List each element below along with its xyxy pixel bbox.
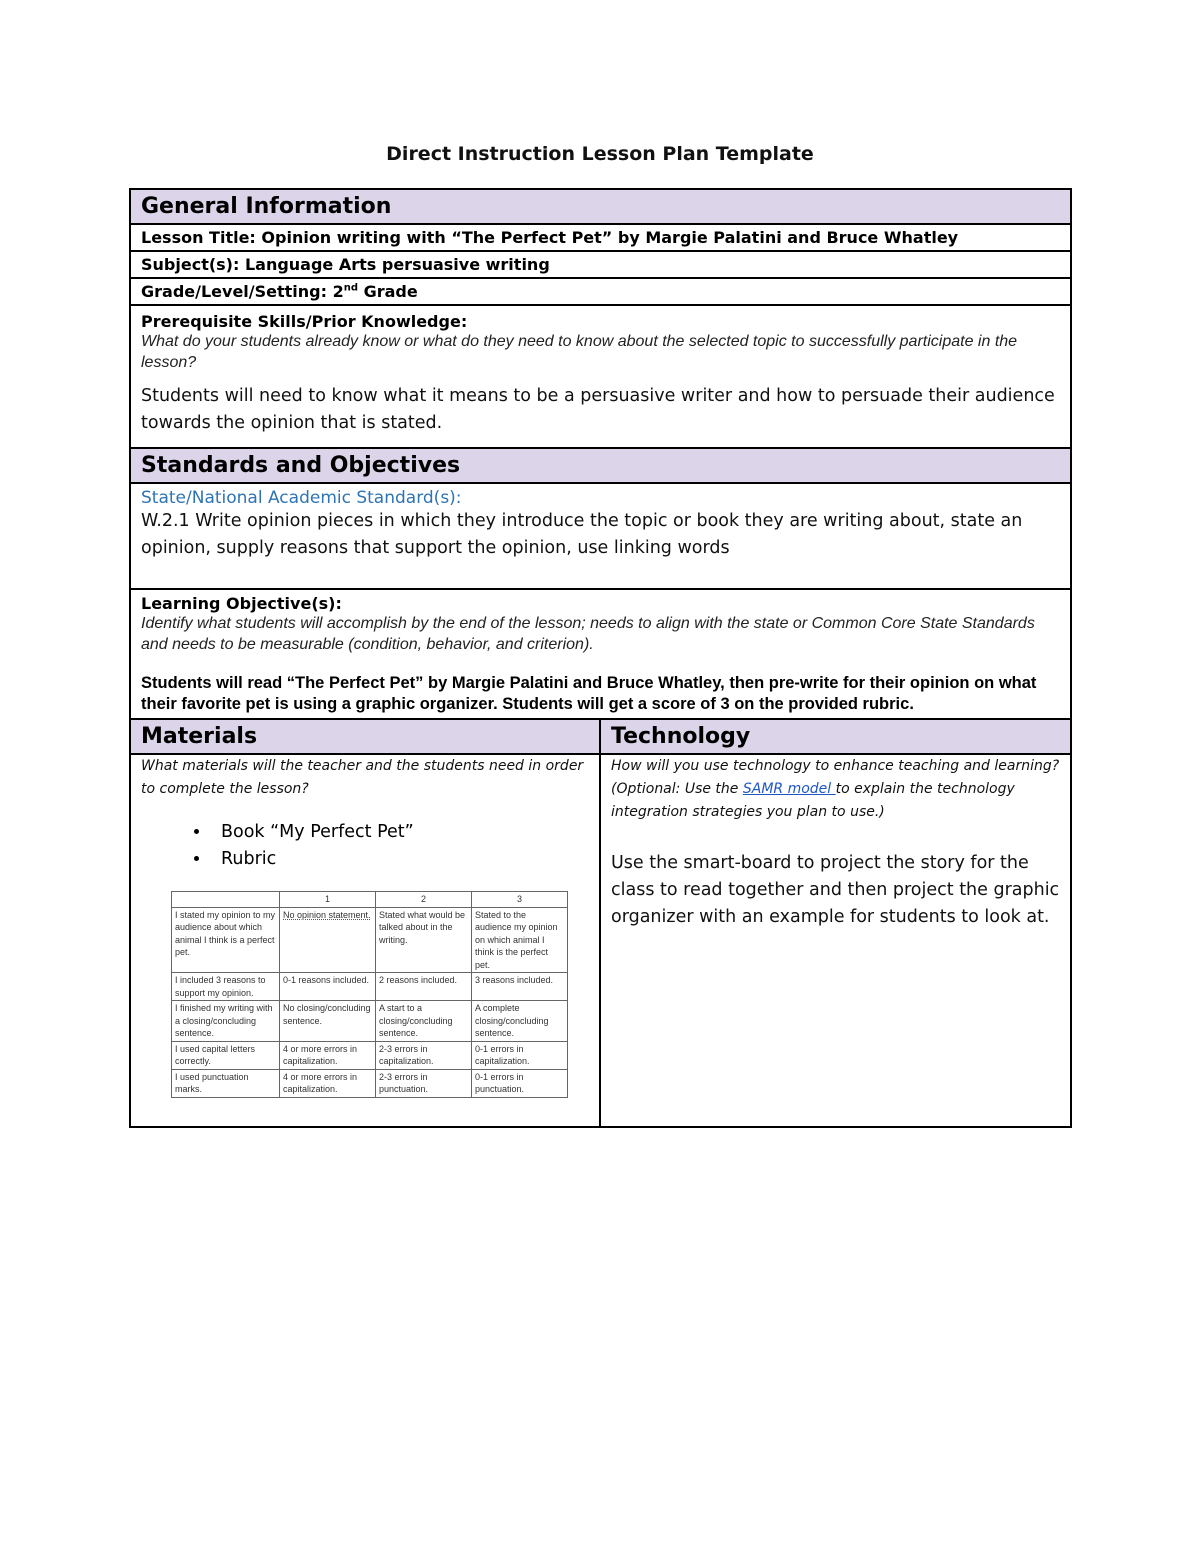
- rubric-criterion: I included 3 reasons to support my opinion.: [172, 973, 280, 1001]
- rubric-criterion: I stated my opinion to my audience about which animal I think is a perfect pet.: [172, 907, 280, 973]
- table-row: [172, 1001, 568, 1042]
- rubric-header-cell: 1: [280, 892, 376, 908]
- samr-model-link[interactable]: SAMR model: [742, 781, 836, 797]
- grade-suffix: Grade: [358, 282, 418, 301]
- rubric-header-cell: 2: [376, 892, 472, 908]
- rubric-header-row: [172, 892, 568, 908]
- section-heading-technology: Technology: [600, 719, 1071, 754]
- standard-text: W.2.1 Write opinion pieces in which they introduce the topic or book they are writing about, state an opinion, supply reasons that support the opinion, use linking words: [141, 511, 1023, 558]
- rubric-cell: 0-1 errors in punctuation.: [472, 1069, 568, 1097]
- section-heading-materials: Materials: [130, 719, 600, 754]
- rubric-criterion: I finished my writing with a closing/concluding sentence.: [172, 1001, 280, 1042]
- list-item: • Rubric: [211, 846, 589, 873]
- section-heading-general-information: General Information: [130, 189, 1071, 224]
- rubric-cell: Stated to the audience my opinion on which animal I think is the perfect pet.: [472, 907, 568, 973]
- objectives-cell: [130, 589, 1071, 719]
- rubric-cell: 2 reasons included.: [376, 973, 472, 1001]
- prerequisite-label: Prerequisite Skills/Prior Knowledge:: [141, 312, 468, 331]
- technology-prompt-end: to explain the technology integration strategies you plan to use.): [611, 781, 1015, 820]
- general-information-header-row: [130, 189, 1071, 224]
- table-row: [172, 1069, 568, 1097]
- prerequisite-answer: Students will need to know what it means to be a persuasive writer and how to persuade their audience towards the opinion that is stated.: [141, 386, 1055, 433]
- table-row: [172, 1041, 568, 1069]
- rubric-header-cell: 3: [472, 892, 568, 908]
- objective-answer: Students will read “The Perfect Pet” by Margie Palatini and Bruce Whatley, then pre-write for their opinion on what their favorite pet is using a graphic organizer. Students will get a score of 3 on the provided rubric.: [141, 674, 1037, 713]
- rubric-criterion: I used capital letters correctly.: [172, 1041, 280, 1069]
- grade-prefix: Grade/Level/Setting: 2: [141, 282, 344, 301]
- lesson-title: Lesson Title: Opinion writing with “The Perfect Pet” by Margie Palatini and Bruce Whatley: [130, 224, 1071, 251]
- rubric-cell: 0-1 reasons included.: [280, 973, 376, 1001]
- table-row: [172, 973, 568, 1001]
- objective-label: Learning Objective(s):: [141, 594, 342, 613]
- prerequisite-prompt: What do your students already know or what do they need to know about the selected topic to successfully participate in the lesson?: [141, 333, 1018, 371]
- rubric-criterion: I used punctuation marks.: [172, 1069, 280, 1097]
- technology-prompt: [611, 755, 1060, 824]
- standards-cell: [130, 483, 1071, 589]
- rubric-cell: Stated what would be talked about in the writing.: [376, 907, 472, 973]
- rubric-header-cell: [172, 892, 280, 908]
- materials-prompt: What materials will the teacher and the students need in order to complete the lesson?: [141, 758, 584, 797]
- rubric-cell: No opinion statement.: [280, 907, 376, 973]
- document-title: Direct Instruction Lesson Plan Template: [386, 143, 814, 165]
- grade-superscript: nd: [343, 282, 359, 294]
- grade-level-setting: [130, 278, 1071, 305]
- technology-prompt-start: How will you use technology to enhance teaching and learning? (Optional: Use the: [611, 758, 1060, 797]
- rubric-cell: 2-3 errors in punctuation.: [376, 1069, 472, 1097]
- rubric-cell: 0-1 errors in capitalization.: [472, 1041, 568, 1069]
- rubric-cell: 3 reasons included.: [472, 973, 568, 1001]
- materials-list: [141, 819, 589, 873]
- rubric-cell: A start to a closing/concluding sentence.: [376, 1001, 472, 1042]
- technology-answer: Use the smart-board to project the story for the class to read together and then project the graphic organizer with an example for students to look at.: [611, 853, 1060, 927]
- rubric-table: [171, 891, 568, 1098]
- rubric-cell: 2-3 errors in capitalization.: [376, 1041, 472, 1069]
- list-item: • Book “My Perfect Pet”: [211, 819, 589, 846]
- materials-cell: [130, 754, 600, 1127]
- materials-technology-header-row: [130, 719, 1071, 754]
- subjects: Subject(s): Language Arts persuasive writing: [130, 251, 1071, 278]
- table-row: [172, 907, 568, 973]
- lesson-plan-table: [129, 188, 1072, 1128]
- prerequisite-cell: [130, 305, 1071, 448]
- objective-prompt: Identify what students will accomplish by the end of the lesson; needs to align with the state or Common Core State Standards and needs to be measurable (condition, behavior, and criterion).: [141, 615, 1035, 653]
- technology-cell: [600, 754, 1071, 1127]
- rubric-cell: 4 or more errors in capitalization.: [280, 1041, 376, 1069]
- section-heading-standards: Standards and Objectives: [130, 448, 1071, 483]
- standard-label: State/National Academic Standard(s):: [141, 488, 462, 508]
- rubric-cell: No closing/concluding sentence.: [280, 1001, 376, 1042]
- rubric-cell: 4 or more errors in capitalization.: [280, 1069, 376, 1097]
- rubric-cell: A complete closing/concluding sentence.: [472, 1001, 568, 1042]
- standards-header-row: [130, 448, 1071, 483]
